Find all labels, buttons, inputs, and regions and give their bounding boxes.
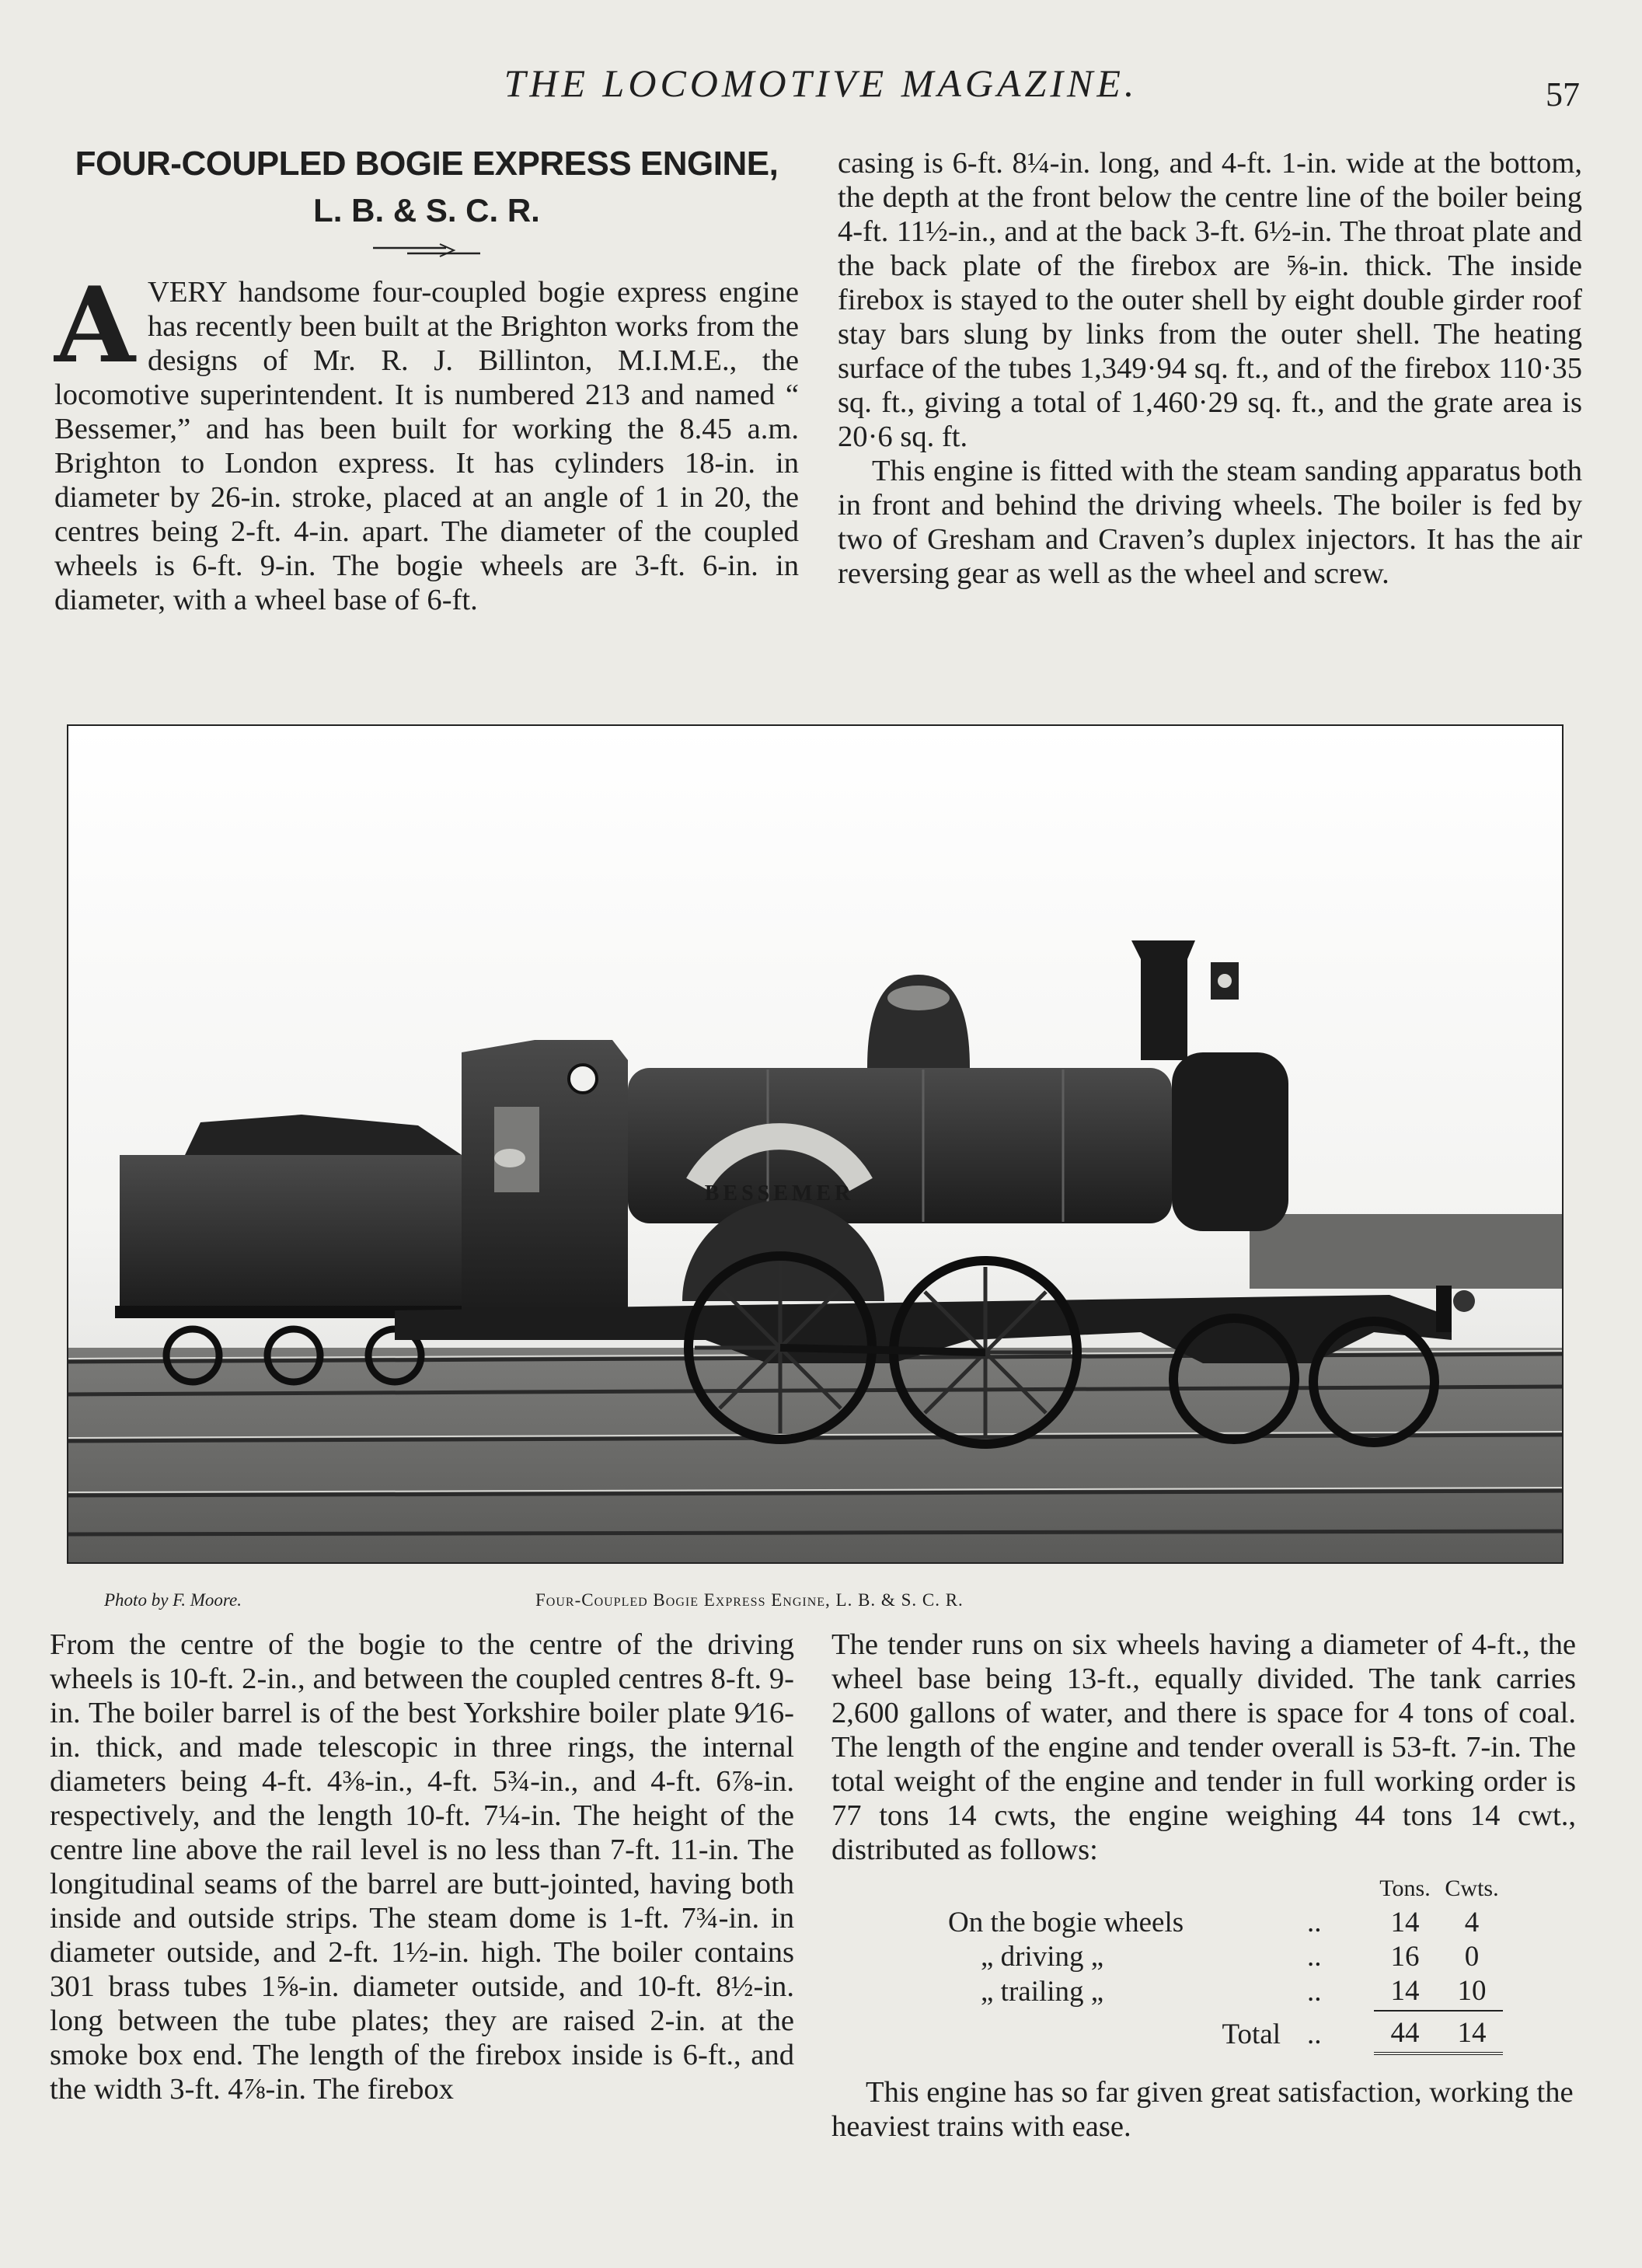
locomotive-photo: [67, 724, 1564, 1564]
total-cwts: 14: [1436, 2011, 1503, 2053]
photo-credit: Photo by F. Moore.: [104, 1590, 242, 1610]
row-label: „ trailing „: [981, 1976, 1104, 2008]
title-ornament: [368, 241, 485, 260]
photo-caption: [104, 1590, 1580, 1621]
row-tons: 16: [1390, 1941, 1420, 1973]
total-tons: 44: [1374, 2011, 1436, 2053]
leader-dots: ..: [1307, 1976, 1322, 2008]
article-title-block: [54, 143, 799, 260]
caption-title: Four-Coupled Bogie Express Engine, L. B. & S. C. R.: [535, 1590, 964, 1610]
column-bottom-right: [831, 1628, 1576, 2144]
column-top-left: [54, 143, 799, 617]
leader-dots: ..: [1307, 2019, 1322, 2050]
row-tons: 14: [1390, 1907, 1420, 1938]
leader-dots: ..: [1307, 1907, 1322, 1938]
header-tons: Tons.: [1379, 1875, 1431, 1901]
row-tons: 14: [1390, 1975, 1420, 2007]
row-cwts: 10: [1457, 1975, 1487, 2007]
row-label: „ driving „: [981, 1941, 1104, 1973]
lead-paragraph: AVERY handsome four-coupled bogie express engine has recently been built at the Brighton works from the designs of Mr. R. J. Billinton, M.I.M.E., the locomotive superintendent. It is numbered 213 and named “ Bessemer,” and has been built for working the 8.45 a.m. Brighton to London express. It has cylinders 18-in. in diameter by 26-in. stroke, placed at an angle of 1 in 20, the centres being 2-ft. 4-in. apart. The diameter of the coupled wheels is 6-ft. 9-in. The bogie wheels are 3-ft. 6-in. in diameter, with a wheel base of 6-ft.: [54, 263, 799, 616]
row-cwts: 0: [1464, 1941, 1480, 1973]
total-label: Total: [1222, 2019, 1281, 2050]
weights-row-trailing: [948, 1976, 1503, 2011]
paragraph-sanding-apparatus: This engine is fitted with the steam sanding apparatus both in front and behind the driving wheels. The boiler is fed by two of Gresham and Craven’s duplex injectors. It has the air reversing gear as well as the wheel and screw.: [838, 455, 1582, 590]
row-label: On the bogie wheels: [948, 1907, 1184, 1938]
drop-cap: A: [54, 263, 135, 386]
weights-row-bogie: [948, 1907, 1503, 1942]
paragraph-tender: The tender runs on six wheels having a diameter of 4-ft., the wheel base being 13-ft., equally divided. The tank carries 2,600 gallons of water, and there is space for 4 tons of coal. The length of the engine and tender overall is 53-ft. 7-in. The total weight of the engine and tender in full working order is 77 tons 14 cwts, the engine weighing 44 tons 14 cwt., distributed as follows:: [831, 1628, 1576, 1866]
row-cwts: 4: [1464, 1907, 1480, 1938]
locomotive-illustration: [68, 726, 1562, 1562]
weights-row-driving: [948, 1942, 1503, 1976]
weights-table: [948, 1873, 1503, 2055]
article-title: FOUR-COUPLED BOGIE EXPRESS ENGINE,: [75, 145, 779, 183]
nameplate-text: BESSEMER: [704, 1181, 855, 1206]
running-head: THE LOCOMOTIVE MAGAZINE.: [504, 61, 1138, 105]
page-number: 57: [1546, 75, 1580, 113]
column-bottom-left: [50, 1628, 794, 2106]
leader-dots: ..: [1307, 1941, 1322, 1973]
article-subtitle: L. B. & S. C. R.: [313, 192, 540, 229]
column-top-right: [838, 146, 1582, 591]
header-cwts: Cwts.: [1445, 1875, 1499, 1901]
paragraph-boiler: From the centre of the bogie to the centre of the driving wheels is 10-ft. 2-in., and between the coupled centres 8-ft. 9-in. The boiler barrel is of the best Yorkshire boiler plate 9⁄16-in. thick, and made telescopic in three rings, the internal diameters being 4-ft. 4⅜-in., 4-ft. 5¾-in., and 4-ft. 6⅞-in. respectively, and the length 10-ft. 7¼-in. The height of the centre line above the rail level is no less than 7-ft. 11-in. The longitudinal seams of the barrel are butt-jointed, having both inside and outside strips. The steam dome is 1-ft. 7¾-in. in diameter outside, and 2-ft. 1½-in. high. The boiler contains 301 brass tubes 1⅝-in. diameter outside, and 10-ft. 8½-in. long between the tube plates; they are raised 2-in. at the smoke box end. The length of the firebox inside is 6-ft., and the width 3-ft. 4⅞-in. The firebox: [50, 1628, 794, 2106]
weights-table-wrap: [831, 1873, 1576, 2055]
weights-total-row: [948, 2011, 1503, 2053]
weights-header-row: [948, 1873, 1503, 1907]
closing-paragraph: This engine has so far given great satisfaction, working the heaviest trains with ease.: [831, 2076, 1574, 2143]
paragraph-firebox-casing: casing is 6-ft. 8¼-in. long, and 4-ft. 1-in. wide at the bottom, the depth at the front below the centre line of the boiler being 4-ft. 11½-in., and at the back 3-ft. 6½-in. The throat plate and the back plate of the firebox are ⅝-in. thick. The inside firebox is stayed to the outer shell by eight double girder roof stay bars slung by links from the outer shell. The heating surface of the tubes 1,349·94 sq. ft., and of the firebox 110·35 sq. ft., giving a total of 1,460·29 sq. ft., and the grate area is 20·6 sq. ft.: [838, 147, 1582, 453]
